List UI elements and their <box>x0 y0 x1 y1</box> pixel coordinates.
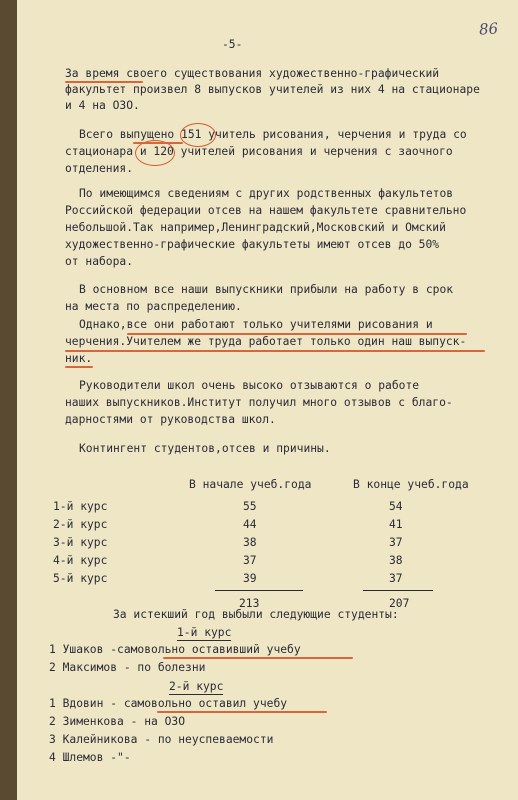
table-row-end: 37 <box>389 536 403 549</box>
paragraph-6-line-1: Руководители школ очень высоко отзываются о работе <box>79 379 420 392</box>
paragraph-5-line-2: черчения.Учителем же труда работает только один наш выпуск- <box>65 335 467 348</box>
table-row-end: 37 <box>389 572 403 585</box>
paragraph-3-line-4: художественно-графические факультеты имеют отсев до 50% <box>65 238 440 251</box>
paragraph-3-line-5: от набора. <box>65 255 134 268</box>
course-2-heading: 2-й курс <box>169 680 224 693</box>
table-row-start: 44 <box>243 518 257 531</box>
table-row-start: 55 <box>243 500 257 513</box>
paragraph-6-line-2: наших выпускников.Институт получил много отзывов с благо- <box>65 396 453 409</box>
table-row-course: 1-й курс <box>53 500 108 513</box>
table-row-end: 41 <box>389 518 403 531</box>
table-row-start: 38 <box>243 536 257 549</box>
table-row-start: 39 <box>243 572 257 585</box>
paragraph-2-line-3: отделения. <box>65 162 134 175</box>
underline-mark <box>127 333 467 335</box>
underline-mark <box>65 81 143 83</box>
table-row-course: 4-й курс <box>53 554 108 567</box>
paragraph-3-line-3: небольшой.Так например,Ленинградский,Московский и Омский <box>65 221 446 234</box>
underline-mark <box>157 711 327 713</box>
dropout-list-item: 2 Максимов - по болезни <box>49 661 206 674</box>
table-row-end: 54 <box>389 500 403 513</box>
underline-mark <box>133 142 183 144</box>
table-total-end: 207 <box>389 597 410 610</box>
table-col-start-header: В начале учеб.года <box>189 478 312 491</box>
paragraph-1-line-2: факультет произвел 8 выпусков учителей из них 4 на стационаре <box>65 83 480 96</box>
table-col-end-header: В конце учеб.года <box>353 478 469 491</box>
table-row-course: 5-й курс <box>53 572 108 585</box>
paragraph-2-line-1: Всего выпущено 151 учитель рисования, черчения и труда со <box>79 128 467 141</box>
dropouts-intro: За истекший год выбыли следующие студенты: <box>113 608 399 621</box>
underline-mark <box>163 657 353 659</box>
table-total-start: 213 <box>239 597 260 610</box>
underline-mark <box>65 366 93 368</box>
paragraph-1-line-1: За время своего существования художественно-графический <box>65 67 440 80</box>
paragraph-5-line-3: ник. <box>65 352 93 365</box>
handwritten-page-number: 86 <box>478 19 499 39</box>
dropout-list-item: 4 Шлемов -"- <box>49 751 131 764</box>
table-row-course: 3-й курс <box>53 536 108 549</box>
total-rule-end <box>363 590 433 591</box>
page-left-edge <box>0 0 17 800</box>
paragraph-4-line-2: на места по распределению. <box>65 300 242 313</box>
dropout-list-item: 1 Ушаков -самовольно оставивший учебу <box>49 643 301 656</box>
page-number: -5- <box>222 38 243 51</box>
paragraph-3-line-1: По имеющимся сведениям с других родственных факультетов <box>79 187 454 200</box>
table-row-course: 2-й курс <box>53 518 108 531</box>
table-row-start: 37 <box>243 554 257 567</box>
paragraph-2-line-2: стационара и 120 учителей рисования и черчения с заочного <box>65 145 453 158</box>
paragraph-3-line-2: Российской федерации отсев на нашем факультете сравнительно <box>65 204 467 217</box>
table-title: Контингент студентов,отсев и причины. <box>79 442 331 455</box>
paragraph-1-line-3: и 4 на ОЗО. <box>65 99 140 112</box>
dropout-list-item: 2 Зименкова - на ОЗО <box>49 715 186 728</box>
document-page <box>17 0 518 800</box>
course-1-heading: 1-й курс <box>177 626 232 639</box>
total-rule-start <box>215 590 303 591</box>
underline-mark <box>65 350 485 352</box>
paragraph-4-line-1: В основном все наши выпускники прибыли на работу в срок <box>79 283 454 296</box>
circle-mark-151 <box>180 123 216 147</box>
dropout-list-item: 1 Вдовин - самовольно оставил учебу <box>49 697 288 710</box>
table-row-end: 38 <box>389 554 403 567</box>
paragraph-6-line-3: дарностями от руководства школ. <box>65 413 276 426</box>
dropout-list-item: 3 Калейникова - по неуспеваемости <box>49 733 274 746</box>
paragraph-5-line-1: Однако,все они работают только учителями рисования и <box>79 318 433 331</box>
